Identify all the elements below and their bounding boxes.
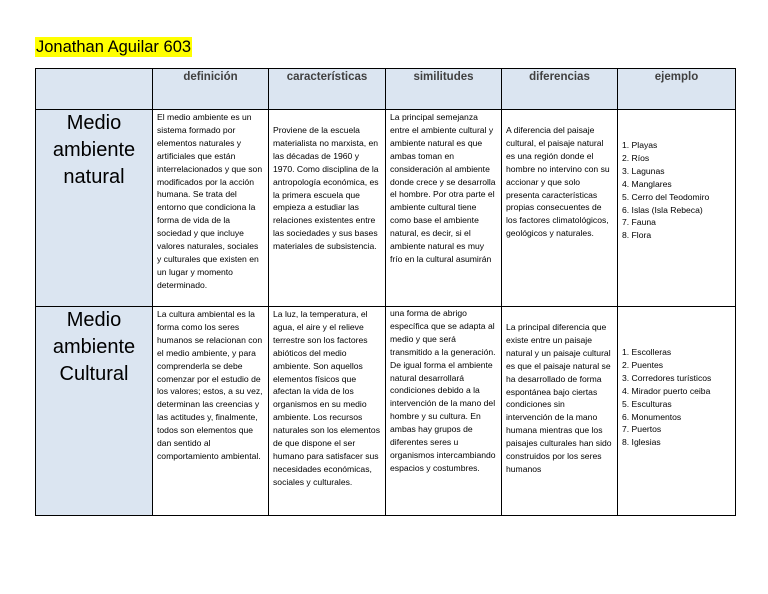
list-item: 8. Flora xyxy=(622,230,652,241)
cell-caracteristicas: Proviene de la escuela materialista no marxista, en las décadas de 1960 y 1970. Como disciplina de la antropología económica, es la primera escuela que empieza a estudiar las relaciones existentes entre las sociedades y sus bases materiales de subsistencia. xyxy=(269,110,386,307)
list-item: 3. Lagunas xyxy=(622,165,665,176)
comparison-table xyxy=(35,68,736,516)
table-row xyxy=(36,110,736,307)
list-item: 3. Corredores turísticos xyxy=(622,372,712,383)
cell-diferencias: La principal diferencia que existe entre un paisaje natural y un paisaje cultural es que el paisaje natural se ha desarrollado de forma espontánea bajo ciertas condiciones sin intervención de la mano humana mientras que los paisajes culturales han sido construidos por los seres humanos xyxy=(502,307,618,516)
header-caracteristicas: características xyxy=(269,69,386,110)
header-diferencias: diferencias xyxy=(502,69,618,110)
list-item: 2. Ríos xyxy=(622,152,650,163)
header-similitudes: similitudes xyxy=(386,69,502,110)
cell-diferencias: A diferencia del paisaje cultural, el paisaje natural es una región donde el hombre no intervino con su accionar y que solo presenta características propias consecuentes de los factores climatológicos, geológicos y naturales. xyxy=(502,110,618,307)
cell-ejemplo xyxy=(618,307,736,516)
list-item: 8. Iglesias xyxy=(622,437,661,448)
list-item: 2. Puentes xyxy=(622,359,664,370)
example-list xyxy=(622,139,731,242)
list-item: 6. Islas (Isla Rebeca) xyxy=(622,204,703,215)
list-item: 6. Monumentos xyxy=(622,411,682,422)
list-item: 1. Playas xyxy=(622,140,658,150)
cell-similitudes: una forma de abrigo específica que se adapta al medio y que será transmitido a la generación. De igual forma el ambiente natural desarrollará condiciones debido a la intervención de la mano del hombre y su cultura. En ambas hay grupos de diferentes seres u organismos intercambiando espacios y costumbres. xyxy=(386,307,502,516)
list-item: 7. Puertos xyxy=(622,424,662,435)
header-corner xyxy=(36,69,153,110)
cell-ejemplo xyxy=(618,110,736,307)
row-label-natural: Medio ambiente natural xyxy=(36,110,153,307)
header-row xyxy=(36,69,736,110)
list-item: 5. Cerro del Teodomiro xyxy=(622,191,710,202)
cell-definicion: La cultura ambiental es la forma como los seres humanos se relacionan con el medio ambiente, y para comprenderla se debe comenzar por el estudio de los valores; estos, a su vez, determinan las creencias y las actitudes y, finalmente, todos son elementos que dan sentido al comportamiento ambiental. xyxy=(153,307,269,516)
row-label-cultural: Medio ambiente Cultural xyxy=(36,307,153,516)
list-item: 4. Manglares xyxy=(622,178,672,189)
cell-caracteristicas: La luz, la temperatura, el agua, el aire y el relieve terrestre son los factores abióticos del medio ambiente. Son aquellos elementos físicos que afectan la vida de los organismos en su medio ambiente. Los recursos naturales son los elementos de que dispone el ser humano para satisfacer sus necesidades económicas, sociales y culturales. xyxy=(269,307,386,516)
list-item: 1. Escolleras xyxy=(622,347,672,357)
cell-definicion: El medio ambiente es un sistema formado por elementos naturales y artificiales que están interrelacionados y que son modificados por la acción humana. Se trata del entorno que condiciona la forma de vida de la sociedad y que incluye valores naturales, sociales y culturales que existen en un lugar y momento determinado. xyxy=(153,110,269,307)
example-list xyxy=(622,346,731,449)
document-title: Jonathan Aguilar 603 xyxy=(36,38,192,56)
list-item: 4. Mirador puerto ceiba xyxy=(622,385,711,396)
list-item: 7. Fauna xyxy=(622,217,656,228)
header-definicion: definición xyxy=(153,69,269,110)
cell-similitudes: La principal semejanza entre el ambiente cultural y ambiente natural es que ambas toman en consideración al ambiente donde crece y se desarrolla el hombre. Por otra parte el ambiente cultural tiene como base el ambiente natural, es decir, si el ambiente natural es muy frío en la cultural asumirán xyxy=(386,110,502,307)
list-item: 5. Esculturas xyxy=(622,398,672,409)
table-row xyxy=(36,307,736,516)
header-ejemplo: ejemplo xyxy=(618,69,736,110)
